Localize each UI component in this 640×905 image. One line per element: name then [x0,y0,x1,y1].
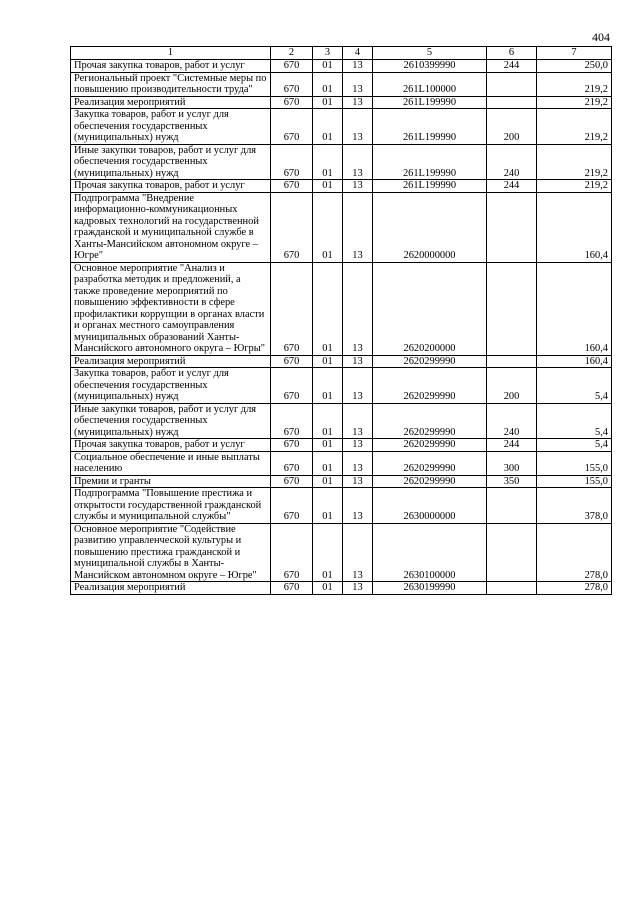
row-sum-cell: 219,2 [537,144,612,180]
row-sum-cell: 5,4 [537,403,612,439]
row-rz-cell: 01 [313,368,343,404]
header-cell: 6 [487,47,537,60]
row-rz-cell: 01 [313,355,343,368]
row-pr-cell: 13 [343,109,373,145]
header-cell: 2 [271,47,313,60]
budget-table [70,46,612,595]
row-csr-cell: 2630100000 [373,523,487,582]
row-vr-cell [487,262,537,355]
row-name-cell: Основное мероприятие "Анализ и разработка методик и предложений, а также проведение мероприятий по повышению эффективности в сфере профилактики коррупции в органах власти и органах местного самоуправления муниципальных образований Ханты-Мансийского автономного округа – Югры" [71,262,271,355]
row-name-cell: Реализация мероприятий [71,355,271,368]
row-rz-cell: 01 [313,451,343,475]
row-ved-cell: 670 [271,439,313,452]
row-name-cell: Прочая закупка товаров, работ и услуг [71,439,271,452]
row-name-cell: Закупка товаров, работ и услуг для обеспечения государственных (муниципальных) нужд [71,368,271,404]
row-vr-cell: 200 [487,368,537,404]
row-sum-cell: 160,4 [537,192,612,262]
table-row [71,439,612,452]
row-csr-cell: 2620299990 [373,368,487,404]
row-rz-cell: 01 [313,96,343,109]
row-ved-cell: 670 [271,488,313,524]
row-pr-cell: 13 [343,60,373,73]
row-sum-cell: 378,0 [537,488,612,524]
row-ved-cell: 670 [271,96,313,109]
row-ved-cell: 670 [271,403,313,439]
row-pr-cell: 13 [343,451,373,475]
row-pr-cell: 13 [343,262,373,355]
table-row [71,368,612,404]
row-sum-cell: 219,2 [537,109,612,145]
page-number: 404 [592,30,610,44]
row-name-cell: Подпрограмма "Повышение престижа и открытости государственной гражданской службы и муниципальной службы" [71,488,271,524]
row-ved-cell: 670 [271,72,313,96]
row-name-cell: Основное мероприятие "Содействие развитию управленческой культуры и повышению престижа гражданской и муниципальной службы в Ханты-Мансийском автономном округе – Югре" [71,523,271,582]
row-vr-cell: 244 [487,439,537,452]
row-rz-cell: 01 [313,439,343,452]
row-ved-cell: 670 [271,355,313,368]
row-sum-cell: 155,0 [537,475,612,488]
table-row [71,60,612,73]
row-vr-cell [487,582,537,595]
row-name-cell: Реализация мероприятий [71,582,271,595]
header-cell: 1 [71,47,271,60]
row-vr-cell: 240 [487,403,537,439]
row-csr-cell: 2610399990 [373,60,487,73]
row-csr-cell: 2620200000 [373,262,487,355]
row-vr-cell: 300 [487,451,537,475]
row-name-cell: Реализация мероприятий [71,96,271,109]
row-csr-cell: 261L199990 [373,109,487,145]
row-ved-cell: 670 [271,109,313,145]
row-vr-cell [487,72,537,96]
row-vr-cell: 240 [487,144,537,180]
row-pr-cell: 13 [343,582,373,595]
row-rz-cell: 01 [313,403,343,439]
row-pr-cell: 13 [343,403,373,439]
row-ved-cell: 670 [271,262,313,355]
row-rz-cell: 01 [313,60,343,73]
row-ved-cell: 670 [271,180,313,193]
row-sum-cell: 278,0 [537,582,612,595]
row-sum-cell: 160,4 [537,355,612,368]
row-vr-cell: 350 [487,475,537,488]
row-csr-cell: 2620299990 [373,439,487,452]
table-row [71,72,612,96]
table-row [71,582,612,595]
row-rz-cell: 01 [313,144,343,180]
table-row [71,523,612,582]
row-rz-cell: 01 [313,488,343,524]
row-csr-cell: 261L100000 [373,72,487,96]
row-pr-cell: 13 [343,180,373,193]
table-row [71,451,612,475]
header-cell: 4 [343,47,373,60]
row-pr-cell: 13 [343,72,373,96]
row-rz-cell: 01 [313,180,343,193]
row-csr-cell: 2620299990 [373,403,487,439]
row-rz-cell: 01 [313,262,343,355]
table-body [71,60,612,595]
row-csr-cell: 2630199990 [373,582,487,595]
row-pr-cell: 13 [343,523,373,582]
row-sum-cell: 219,2 [537,72,612,96]
row-sum-cell: 250,0 [537,60,612,73]
row-pr-cell: 13 [343,96,373,109]
row-csr-cell: 2620299990 [373,355,487,368]
row-name-cell: Социальное обеспечение и иные выплаты населению [71,451,271,475]
row-csr-cell: 2620299990 [373,451,487,475]
header-cell: 7 [537,47,612,60]
row-rz-cell: 01 [313,475,343,488]
row-csr-cell: 261L199990 [373,96,487,109]
row-name-cell: Прочая закупка товаров, работ и услуг [71,180,271,193]
row-sum-cell: 219,2 [537,96,612,109]
row-sum-cell: 278,0 [537,523,612,582]
row-csr-cell: 2620299990 [373,475,487,488]
table-header [71,47,612,60]
row-ved-cell: 670 [271,192,313,262]
row-csr-cell: 2620000000 [373,192,487,262]
table-row [71,355,612,368]
row-pr-cell: 13 [343,475,373,488]
row-sum-cell: 155,0 [537,451,612,475]
row-name-cell: Прочая закупка товаров, работ и услуг [71,60,271,73]
row-vr-cell [487,488,537,524]
row-csr-cell: 261L199990 [373,180,487,193]
row-ved-cell: 670 [271,451,313,475]
row-vr-cell: 200 [487,109,537,145]
header-row [71,47,612,60]
header-cell: 5 [373,47,487,60]
row-ved-cell: 670 [271,582,313,595]
row-rz-cell: 01 [313,109,343,145]
row-ved-cell: 670 [271,368,313,404]
row-name-cell: Закупка товаров, работ и услуг для обеспечения государственных (муниципальных) нужд [71,109,271,145]
row-rz-cell: 01 [313,523,343,582]
row-sum-cell: 5,4 [537,439,612,452]
row-rz-cell: 01 [313,582,343,595]
row-name-cell: Подпрограмма "Внедрение информационно-коммуникационных кадровых технологий на государственной гражданской и муниципальной службе в Ханты-Мансийском автономном округе – Югре" [71,192,271,262]
row-sum-cell: 160,4 [537,262,612,355]
table-row [71,262,612,355]
table-row [71,192,612,262]
table-row [71,144,612,180]
row-vr-cell [487,523,537,582]
row-pr-cell: 13 [343,144,373,180]
row-pr-cell: 13 [343,439,373,452]
row-ved-cell: 670 [271,475,313,488]
row-name-cell: Премии и гранты [71,475,271,488]
table-row [71,488,612,524]
table-row [71,96,612,109]
row-csr-cell: 261L199990 [373,144,487,180]
row-vr-cell [487,192,537,262]
row-vr-cell [487,355,537,368]
table-row [71,403,612,439]
row-csr-cell: 2630000000 [373,488,487,524]
row-vr-cell: 244 [487,60,537,73]
table-row [71,109,612,145]
row-ved-cell: 670 [271,60,313,73]
row-sum-cell: 5,4 [537,368,612,404]
table-row [71,475,612,488]
row-rz-cell: 01 [313,72,343,96]
row-vr-cell [487,96,537,109]
row-name-cell: Иные закупки товаров, работ и услуг для обеспечения государственных (муниципальных) нужд [71,403,271,439]
row-ved-cell: 670 [271,523,313,582]
table-row [71,180,612,193]
header-cell: 3 [313,47,343,60]
row-pr-cell: 13 [343,488,373,524]
row-name-cell: Региональный проект "Системные меры по повышению производительности труда" [71,72,271,96]
row-ved-cell: 670 [271,144,313,180]
row-vr-cell: 244 [487,180,537,193]
row-pr-cell: 13 [343,355,373,368]
row-sum-cell: 219,2 [537,180,612,193]
row-pr-cell: 13 [343,368,373,404]
row-name-cell: Иные закупки товаров, работ и услуг для обеспечения государственных (муниципальных) нужд [71,144,271,180]
row-pr-cell: 13 [343,192,373,262]
row-rz-cell: 01 [313,192,343,262]
